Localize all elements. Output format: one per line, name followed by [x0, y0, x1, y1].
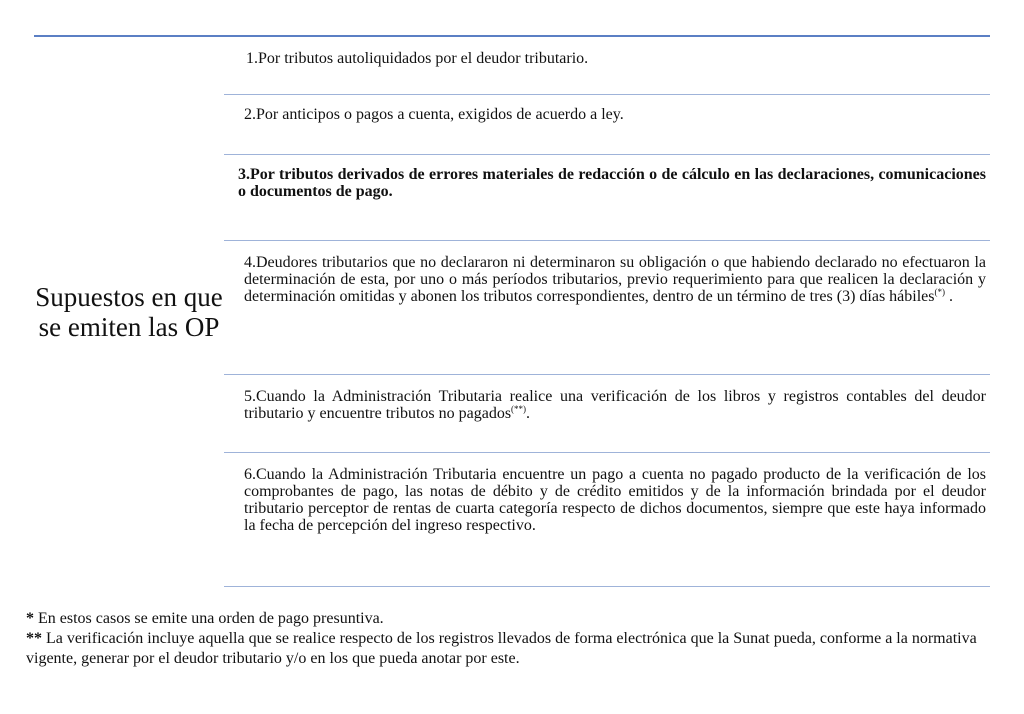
table-row: [224, 466, 990, 534]
table-row: [224, 50, 990, 67]
footnote-2: ** La verificación incluye aquella que se realice respecto de los registros llevados de forma electrónica que la Sunat pueda, conforme a la normativa vigente, generar por el deudor tributario y/o en los que pueda anotar por este.: [26, 630, 977, 667]
row-separator: [224, 94, 990, 95]
row-3-text: 3.Por tributos derivados de errores materiales de redacción o de cálculo en las declaraciones, comunicaciones o documentos de pago.: [238, 166, 986, 200]
table-row: [224, 106, 990, 123]
row-separator: [224, 154, 990, 155]
row-4-text: 4.Deudores tributarios que no declararon ni determinaron su obligación o que habiendo declarado no efectuaron la determinación de esta, por uno o más períodos tributarios, previo requerimiento para que realicen la declaración y determinación omitidas y abonen los tributos correspondientes, dentro de un término de tres (3) días hábiles(*) .: [244, 254, 986, 305]
table-row: [224, 254, 990, 305]
table-row: [224, 166, 990, 200]
table-row: [224, 388, 990, 422]
footnote-ref: (*): [934, 287, 945, 297]
row-5-text: 5.Cuando la Administración Tributaria realice una verificación de los libros y registros contables del deudor tributario y encuentre tributos no pagados(**).: [244, 388, 986, 422]
row-6-text: 6.Cuando la Administración Tributaria encuentre un pago a cuenta no pagado producto de la verificación de los comprobantes de pago, las notas de débito y de crédito emitidos y de la información brindada por el deudor tributario perceptor de rentas de cuarta categoría respecto de dichos documentos, siempre que este haya informado la fecha de percepción del ingreso respectivo.: [244, 466, 986, 534]
footnotes: [26, 609, 992, 669]
row-separator: [224, 374, 990, 375]
footnote-1: * En estos casos se emite una orden de pago presuntiva.: [26, 610, 384, 627]
row-separator: [224, 586, 990, 587]
row-separator: [224, 240, 990, 241]
row-separator: [224, 452, 990, 453]
table-top-rule: [34, 35, 990, 37]
row-group-label: Supuestos en que se emiten las OP: [35, 282, 223, 342]
row-1-text: 1.Por tributos autoliquidados por el deudor tributario.: [246, 50, 589, 67]
row-2-text: 2.Por anticipos o pagos a cuenta, exigidos de acuerdo a ley.: [244, 106, 624, 123]
footnote-ref: (**): [511, 404, 527, 414]
